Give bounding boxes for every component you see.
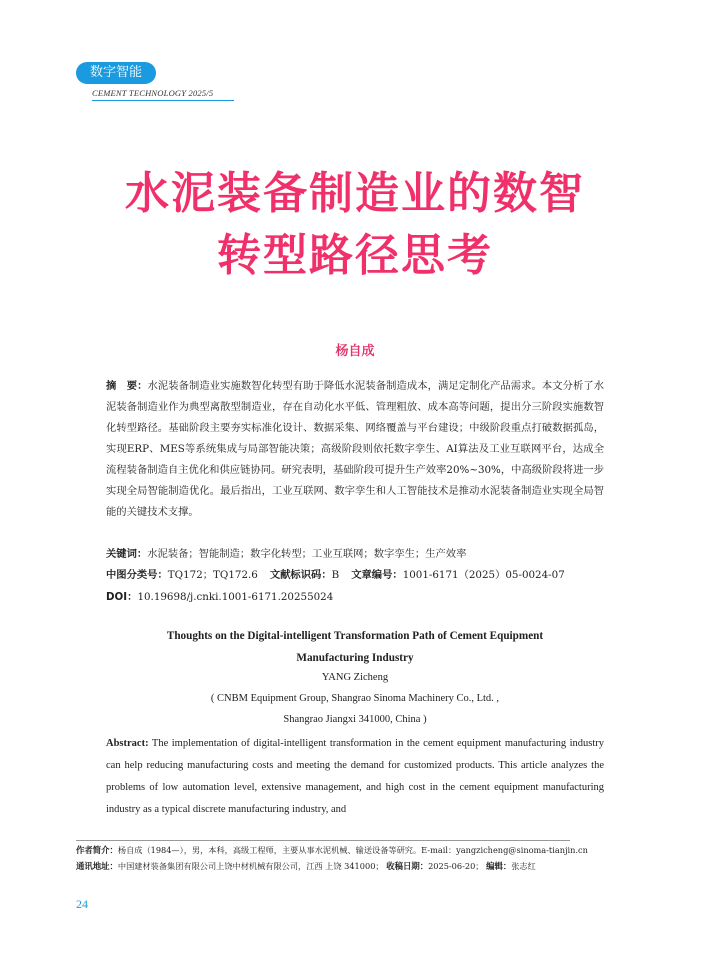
bio-label: 作者简介： [76, 845, 118, 855]
clc-value: TQ172；TQ172.6 [167, 569, 258, 581]
abstract-en-label: Abstract: [106, 738, 149, 749]
article-title-line-1: 水泥装备制造业的数智 [125, 168, 585, 219]
doi-line [106, 587, 616, 608]
affiliation-line-1: ( CNBM Equipment Group, Shangrao Sinoma Machinery Co., Ltd. , [210, 693, 500, 704]
clc-label: 中图分类号： [106, 569, 168, 581]
english-author: YANG Zicheng [321, 672, 389, 683]
abstract-cn [106, 376, 604, 523]
editor-label: 编辑： [486, 861, 512, 871]
editor-text: 张志红 [511, 861, 536, 871]
page-number: 24 [76, 897, 88, 911]
doc-code-label: 文献标识码： [269, 569, 332, 581]
section-badge: 数字智能 [76, 62, 156, 84]
keywords-line [106, 544, 616, 565]
english-title-line-2: Manufacturing Industry [296, 652, 414, 664]
article-title-line-2: 转型路径思考 [217, 230, 493, 281]
keywords-text: 水泥装备；智能制造；数字化转型；工业互联网；数字孪生；生产效率 [147, 548, 467, 560]
footnote-rule [76, 840, 570, 841]
journal-running-head: CEMENT TECHNOLOGY 2025/5 [92, 88, 214, 98]
address-footnote [76, 859, 636, 873]
address-text: 中国建材装备集团有限公司上饶中材机械有限公司，江西 上饶 341000； [117, 861, 384, 871]
received-label: 收稿日期： [386, 861, 429, 871]
abstract-en-text: The implementation of digital-intelligent transformation in the cement equipment manufacturing industry can help reducing manufacturing costs and meeting the demand for customized products. This article analyzes the problems of low automation level, extensive management, and high cost in the cement equipment manufacturing industry as a typical discrete manufacturing industry, and [106, 738, 604, 815]
author-bio-footnote [76, 843, 636, 857]
affiliation-line-2: Shangrao Jiangxi 341000, China ) [283, 714, 427, 725]
author-name-cn: 杨自成 [335, 344, 375, 359]
doi-label: DOI： [106, 591, 138, 603]
received-text: 2025-06-20； [428, 861, 484, 871]
article-number-value: 1001-6171（2025）05-0024-07 [402, 569, 565, 581]
article-number-label: 文章编号： [351, 569, 403, 581]
keywords-label: 关键词： [106, 548, 148, 560]
header-rule [92, 100, 234, 101]
doi-value: 10.19698/j.cnki.1001-6171.20255024 [137, 591, 334, 603]
address-label: 通讯地址： [76, 861, 118, 871]
abstract-cn-label: 摘 要： [106, 380, 148, 392]
doc-code-value: B [331, 569, 340, 581]
english-title [90, 625, 620, 669]
abstract-en [106, 733, 604, 821]
classification-line [106, 565, 616, 586]
english-title-line-1: Thoughts on the Digital-intelligent Transformation Path of Cement Equipment [166, 630, 544, 642]
bio-text: 杨自成（1984—），男，本科，高级工程师，主要从事水泥机械、输送设备等研究。E-mail：yangzicheng@sinoma-tianjin.cn [117, 845, 588, 855]
abstract-cn-text: 水泥装备制造业实施数智化转型有助于降低水泥装备制造成本，满足定制化产品需求。本文分析了水泥装备制造业作为典型离散型制造业，存在自动化水平低、管理粗放、成本高等问题，提出分三阶段实施数智化转型路径。基础阶段主要夯实标准化设计、数据采集、网络覆盖与平台建设；中级阶段重点打破数据孤岛，实现ERP、MES等系统集成与局部智能决策；高级阶段则依托数字孪生、AI算法及工业互联网平台，达成全流程装备制造自主优化和供应链协同。研究表明，基础阶段可提升生产效率20%~30%，中高级阶段将进一步实现全局智能制造优化。最后指出，工业互联网、数字孪生和人工智能技术是推动水泥装备制造业实现全局智能的关键技术支撑。 [106, 380, 605, 518]
